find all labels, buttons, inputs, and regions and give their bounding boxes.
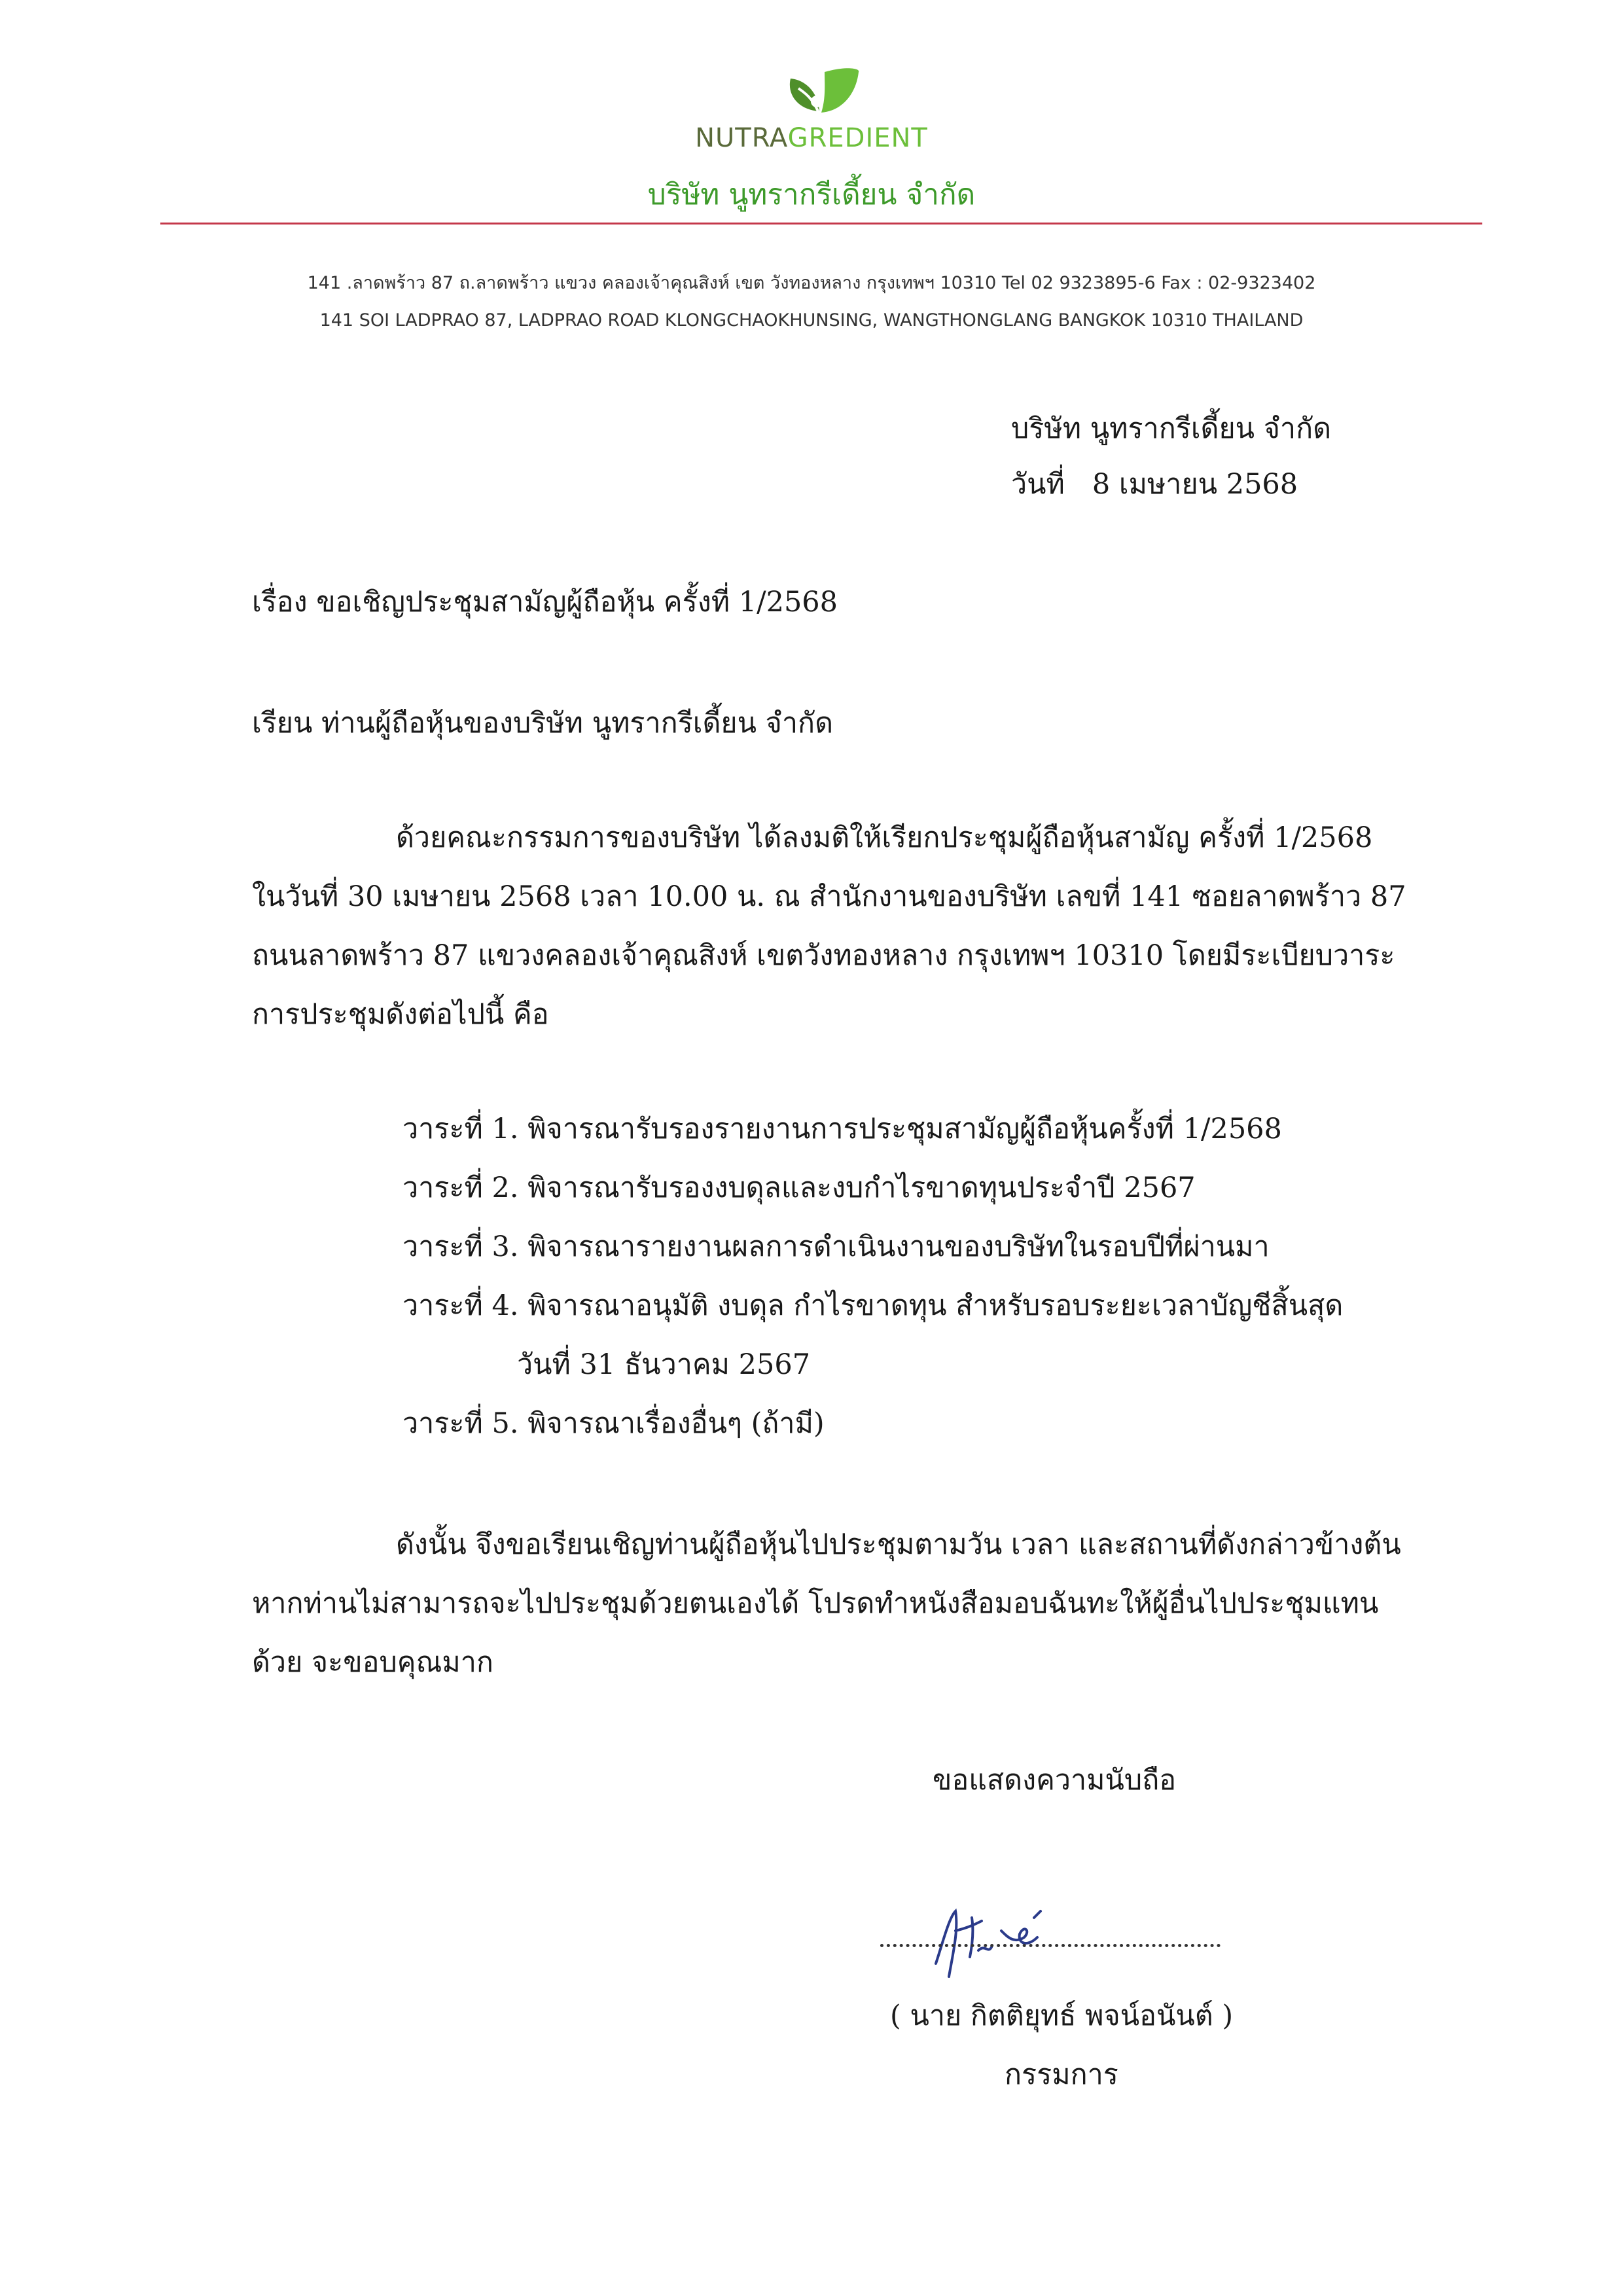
address-thai: 141 .ลาดพร้าว 87 ถ.ลาดพร้าว แขวง คลองเจ้าคุณสิงห์ เขต วังทองหลาง กรุงเทพฯ 10310 Tel 02 9323895-6 Fax : 02-9323402 (307, 273, 1316, 293)
leaf-logo-icon (779, 65, 864, 131)
header-divider (160, 223, 1482, 224)
company-name-thai: บริษัท นูทรากรีเดี้ยน จำกัด (647, 178, 976, 211)
signature-line (880, 1944, 1221, 1947)
signature-icon (910, 1892, 1073, 1990)
company-brand-name (0, 123, 1623, 153)
agenda-item: วาระที่ 2. พิจารณารับรองงบดุลและงบกำไรขาดทุนประจำปี 2567 (402, 1172, 1196, 1204)
agenda-item-continuation: วันที่ 31 ธันวาคม 2567 (517, 1348, 811, 1381)
letter-salutation: เรียน ท่านผู้ถือหุ้นของบริษัท นูทรากรีเดี้ยน จำกัด (252, 707, 833, 740)
body-line: ด้วยคณะกรรมการของบริษัท ได้ลงมติให้เรียกประชุมผู้ถือหุ้นสามัญ ครั้งที่ 1/2568 (396, 821, 1373, 854)
body-line: ดังนั้น จึงขอเรียนเชิญท่านผู้ถือหุ้นไปประชุมตามวัน เวลา และสถานที่ดังกล่าวข้างต้น (396, 1528, 1401, 1561)
body-line: ด้วย จะขอบคุณมาก (252, 1646, 493, 1679)
body-line: การประชุมดังต่อไปนี้ คือ (252, 998, 549, 1031)
agenda-item: วาระที่ 4. พิจารณาอนุมัติ งบดุล กำไรขาดทุน สำหรับรอบระยะเวลาบัญชีสิ้นสุด (402, 1289, 1344, 1322)
brand-part-1: NUTRA (695, 123, 788, 153)
address-english: 141 SOI LADPRAO 87, LADPRAO ROAD KLONGCHAOKHUNSING, WANGTHONGLANG BANGKOK 10310 THAILAND (319, 310, 1304, 331)
signer-name: ( นาย กิตติยุทธ์ พจน์อนันต์ ) (890, 2000, 1234, 2032)
letter-date (1011, 468, 1298, 502)
closing-regards: ขอแสดงความนับถือ (933, 1764, 1177, 1797)
date-label: วันที่ (1011, 468, 1065, 501)
body-paragraph-2 (252, 1528, 1401, 1705)
agenda-item: วาระที่ 5. พิจารณาเรื่องอื่นๆ (ถ้ามี) (402, 1407, 825, 1440)
body-line: ถนนลาดพร้าว 87 แขวงคลองเจ้าคุณสิงห์ เขตวังทองหลาง กรุงเทพฯ 10310 โดยมีระเบียบวาระ (252, 939, 1395, 972)
agenda-item: วาระที่ 3. พิจารณารายงานผลการดำเนินงานของบริษัทในรอบปีที่ผ่านมา (402, 1230, 1270, 1263)
brand-part-2: GREDIENT (787, 123, 928, 153)
signer-position: กรรมการ (1005, 2058, 1118, 2091)
body-paragraph-1 (252, 821, 1406, 1057)
body-line: หากท่านไม่สามารถจะไปประชุมด้วยตนเองได้ โปรดทำหนังสือมอบฉันทะให้ผู้อื่นไปประชุมแทน (252, 1587, 1379, 1620)
agenda-item: วาระที่ 1. พิจารณารับรองรายงานการประชุมสามัญผู้ถือหุ้นครั้งที่ 1/2568 (402, 1113, 1282, 1145)
sender-company: บริษัท นูทรากรีเดี้ยน จำกัด (1011, 412, 1332, 445)
agenda-list (402, 1113, 1343, 1466)
body-line: ในวันที่ 30 เมษายน 2568 เวลา 10.00 น. ณ สำนักงานของบริษัท เลขที่ 141 ซอยลาดพร้าว 87 (252, 880, 1406, 913)
letter-subject: เรื่อง ขอเชิญประชุมสามัญผู้ถือหุ้น ครั้งที่ 1/2568 (252, 586, 838, 619)
date-value: 8 เมษายน 2568 (1092, 468, 1298, 501)
